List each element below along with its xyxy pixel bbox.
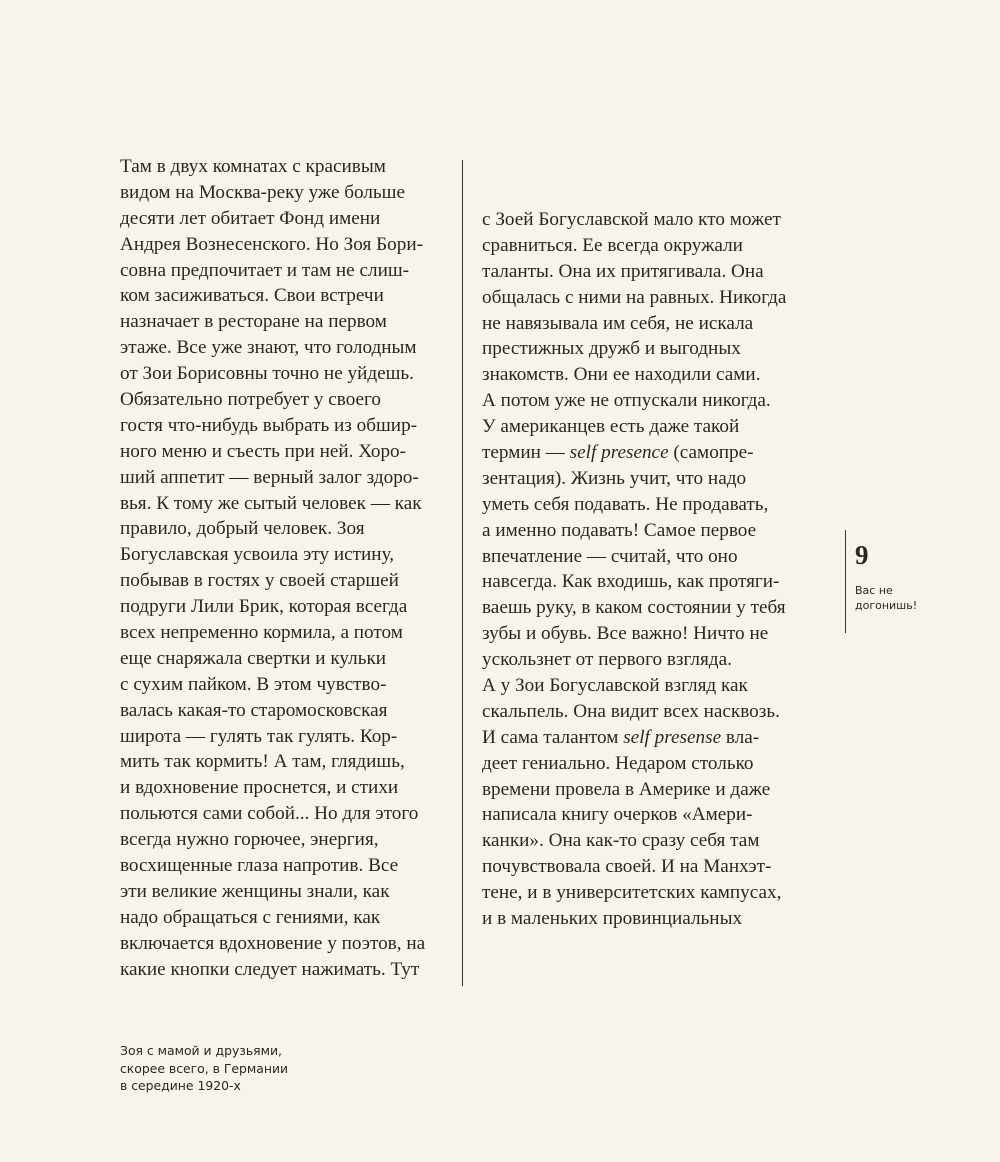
text-line: знакомств. Они ее находили сами.: [482, 364, 761, 386]
text-line: видом на Москва-реку уже больше: [120, 181, 405, 203]
text-line: Обязательно потребует у своего: [120, 389, 382, 411]
text-line: зентация). Жизнь учит, что надо: [482, 467, 747, 489]
text-line: сравниться. Ее всегда окружали: [482, 234, 743, 256]
text-line: правило, добрый человек. Зоя: [120, 518, 365, 540]
page-marker-divider: [845, 530, 846, 633]
text-line: Зоя с мамой и друзьями,: [120, 1043, 282, 1058]
text-line: [482, 725, 812, 751]
text-line: еще снаряжала свертки и кульки: [120, 647, 387, 669]
text-line: ком засиживаться. Свои встречи: [120, 285, 384, 307]
text-line: написала книгу очерков «Амери-: [482, 804, 753, 826]
text-line: скорее всего, в Германии: [120, 1060, 289, 1076]
text-column-left: [120, 154, 450, 983]
text-line: десяти лет обитает Фонд имени: [120, 207, 381, 229]
text-line: почувствовала своей. И на Манхэт-: [482, 856, 772, 878]
text-line: Там в двух комнатах с красивым: [120, 156, 386, 177]
text-line: У американцев есть даже такой: [482, 416, 740, 438]
text-line: Богуславская усвоила эту истину,: [120, 544, 395, 566]
text-line: с сухим пайком. В этом чувство-: [120, 673, 387, 695]
text-line: с Зоей Богуславской мало кто может: [482, 209, 781, 230]
text-line: престижных дружб и выгодных: [482, 338, 741, 360]
text-line: и вдохновение проснется, и стихи: [120, 777, 399, 799]
photo-caption: [120, 1042, 288, 1095]
text-line: А у Зои Богуславской взгляд как: [482, 675, 748, 697]
text-line: А потом уже не отпускали никогда.: [482, 390, 771, 412]
text-line: догонишь!: [855, 599, 918, 612]
text-line: совна предпочитает и там не слиш-: [120, 259, 410, 281]
text-line: польются сами собой... Но для этого: [120, 803, 419, 825]
chapter-title: [855, 583, 917, 613]
text-line: деет гениально. Недаром столько: [482, 752, 754, 774]
text-line: не навязывала им себя, не искала: [482, 312, 754, 334]
text-line: уметь себя подавать. Не продавать,: [482, 493, 769, 515]
text-line: времени провела в Америке и даже: [482, 778, 771, 800]
text-line: ваешь руку, в каком состоянии у тебя: [482, 597, 786, 619]
text-line: а именно подавать! Самое первое: [482, 519, 757, 541]
text-line: валась какая-то старомосковская: [120, 699, 388, 721]
text-line: от Зои Борисовны точно не уйдешь.: [120, 363, 414, 385]
text-segment: термин —: [482, 442, 570, 464]
italic-term: self presence: [569, 442, 669, 464]
text-line: мить так кормить! А там, глядишь,: [120, 751, 405, 773]
page-number: 9: [855, 540, 869, 570]
text-line: тене, и в университетских кампусах,: [482, 882, 782, 904]
text-line: назначает в ресторане на первом: [120, 311, 387, 333]
text-line: какие кнопки следует нажимать. Тут: [120, 958, 420, 980]
text-segment: (самопре-: [668, 442, 754, 464]
text-column-right: [482, 207, 812, 932]
text-line: общалась с ними на равных. Никогда: [482, 286, 787, 308]
text-line: включается вдохновение у поэтов, на: [120, 932, 426, 954]
text-line: Вас не: [855, 584, 893, 597]
text-line: вья. К тому же сытый человек — как: [120, 492, 422, 514]
text-segment: И сама талантом: [482, 726, 624, 748]
text-segment: вла-: [721, 726, 760, 748]
text-line: [482, 440, 812, 466]
text-line: надо обращаться с гениями, как: [120, 906, 381, 928]
text-line: ускользнет от первого взгляда.: [482, 649, 732, 671]
text-line: навсегда. Как входишь, как протяги-: [482, 571, 780, 593]
text-line: этаже. Все уже знают, что голодным: [120, 337, 417, 359]
text-line: восхищенные глаза напротив. Все: [120, 855, 399, 877]
column-divider: [462, 160, 463, 986]
text-line: впечатление — считай, что оно: [482, 545, 738, 567]
text-line: всех непременно кормила, а потом: [120, 622, 403, 644]
text-line: зубы и обувь. Все важно! Ничто не: [482, 623, 769, 645]
text-line: и в маленьких провинциальных: [482, 908, 743, 930]
text-line: ного меню и съесть при ней. Хоро-: [120, 440, 407, 462]
text-line: подруги Лили Брик, которая всегда: [120, 596, 408, 618]
text-line: канки». Она как-то сразу себя там: [482, 830, 760, 852]
text-line: всегда нужно горючее, энергия,: [120, 829, 379, 851]
text-line: гостя что-нибудь выбрать из обшир-: [120, 414, 418, 436]
text-line: побывав в гостях у своей старшей: [120, 570, 399, 592]
text-line: эти великие женщины знали, как: [120, 880, 390, 902]
text-line: ший аппетит — верный залог здоро-: [120, 466, 419, 488]
text-line: широта — гулять так гулять. Кор-: [120, 725, 398, 747]
text-line: в середине 1920-х: [120, 1078, 241, 1093]
text-line: Андрея Вознесенского. Но Зоя Бори-: [120, 233, 423, 255]
text-line: скальпель. Она видит всех насквозь.: [482, 700, 780, 722]
text-line: таланты. Она их притягивала. Она: [482, 260, 764, 282]
italic-term: self presense: [623, 726, 722, 748]
